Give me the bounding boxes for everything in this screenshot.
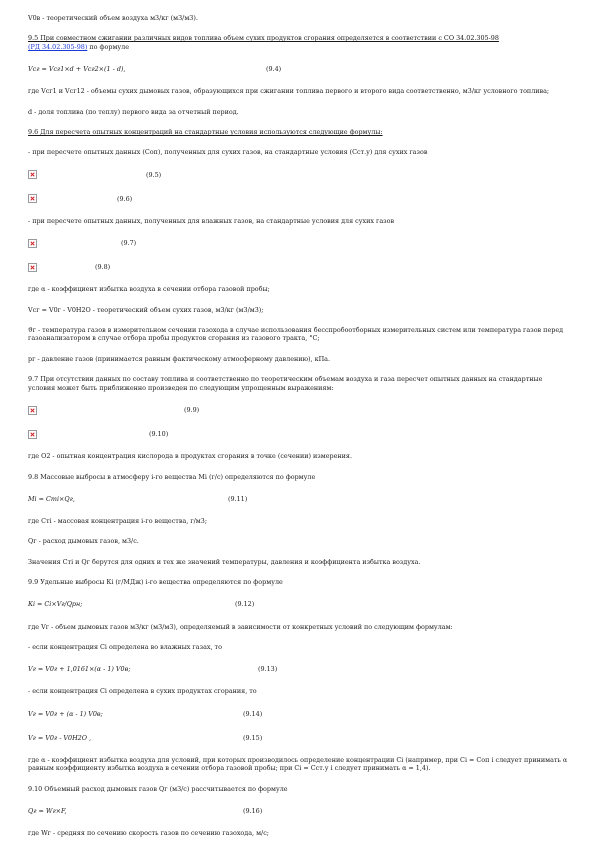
broken-image-icon xyxy=(28,194,37,203)
formula-text: Мi = Стi×Qг, xyxy=(28,494,75,503)
formula-number: (9.16) xyxy=(243,806,263,815)
text-line: Qг - расход дымовых газов, м3/с. xyxy=(28,537,139,546)
text-line: - если концентрация Сi определена в сухих продуктах сгорания, то xyxy=(28,687,257,696)
formula-number: (9.6) xyxy=(117,194,133,203)
formula-row xyxy=(28,261,568,273)
formula-number: (9.11) xyxy=(228,494,248,503)
broken-image-icon xyxy=(28,170,37,179)
text-line: - при пересчете опытных данных, полученных для влажных газов, на стандартные условия для сухих газов xyxy=(28,216,395,225)
formula-text: Vг = V0г + 1,0161×(α - 1) V0в; xyxy=(28,665,131,674)
formula-row xyxy=(28,663,568,675)
clause-9-9: 9.9 Удельные выбросы Кi (г/МДж) i-го вещества определяются по формуле xyxy=(28,578,283,587)
text-line: где Стi - массовая концентрация i-го вещества, г/м3; xyxy=(28,516,207,525)
formula-row xyxy=(28,493,568,505)
formula-number: (9.13) xyxy=(258,665,278,674)
formula-row xyxy=(28,237,568,249)
clause-9-5 xyxy=(28,34,568,42)
text-fragment: 9.5 При совместном сжигании различных видов топлива объем сухих продуктов сгорания определяется в соответствии с СО 34.02.305-98 xyxy=(28,34,499,43)
text-paragraph: где α - коэффициент избытка воздуха для условий, при которых производилось определение концентрации Сi (например, при Сi = Соп i следует принимать α равным коэффициенту избытка воздуха в сечении отбора газовой пробы; при Сi = Сст.у i следует принимать α = 1,4). xyxy=(28,755,568,773)
formula-number: (9.12) xyxy=(235,600,255,609)
formula-number: (9.8) xyxy=(95,263,111,272)
formula-number: (9.4) xyxy=(266,65,282,74)
formula-row xyxy=(28,732,568,744)
formula-number: (9.7) xyxy=(121,239,137,248)
text-paragraph: где Vсг1 и Vсг12 - объемы сухих дымовых газов, образующихся при сжигании топлива первого и второго вида соответственно, м3/кг условного топлива; xyxy=(28,87,550,96)
formula-text: Vг = V0г - V0Н2О , xyxy=(28,733,92,742)
text-line: Vсг = V0г - V0Н2О - теоретический объем сухих газов, м3/кг (м3/м3); xyxy=(28,305,264,314)
formula-text: Qг = Wг×F, xyxy=(28,806,67,815)
document-page xyxy=(28,14,568,837)
text-fragment: 9.6 Для пересчета опытных концентраций на стандартные условия используются следующие формулы: xyxy=(28,128,383,137)
formula-number: (9.10) xyxy=(149,429,169,438)
broken-image-icon xyxy=(28,406,37,415)
text-line: pг - давление газов (принимается равным фактическому атмосферному давлению), кПа. xyxy=(28,354,331,363)
formula-number: (9.9) xyxy=(184,405,200,414)
text-line: d - доля топлива (по теплу) первого вида за отчетный период. xyxy=(28,107,239,116)
text-line: где О2 - опытная концентрация кислорода в продуктах сгорания в точке (сечении) измерения. xyxy=(28,452,352,461)
formula-number: (9.5) xyxy=(146,170,162,179)
broken-image-icon xyxy=(28,263,37,272)
clause-9-6 xyxy=(28,128,568,136)
formula-text: Кi = Сi×Vг/Qрн; xyxy=(28,600,83,609)
text-line: - при пересчете опытных данных (Соп), полученных для сухих газов, на стандартные условия (Сст.у) для сухих газов xyxy=(28,148,428,157)
text-line xyxy=(28,43,568,51)
text-line: Значения Стi и Qг берутся для одних и тех же значений температуры, давления и коэффициента избытка воздуха. xyxy=(28,557,421,566)
text-line: где Wг - средняя по сечению скорость газов по сечению газохода, м/с; xyxy=(28,828,269,837)
formula-row xyxy=(28,805,568,817)
formula-row xyxy=(28,193,568,205)
formula-row xyxy=(28,708,568,720)
formula-row xyxy=(28,599,568,611)
broken-image-icon xyxy=(28,239,37,248)
reference-link-rd-34-02-305-98[interactable]: (РД 34.02.305-98) xyxy=(28,42,88,51)
formula-text: Vг = V0г + (α - 1) V0в; xyxy=(28,709,103,718)
clause-9-10: 9.10 Объемный расход дымовых газов Qг (м3/с) рассчитывается по формуле xyxy=(28,784,288,793)
text-line: - если концентрация Сi определена во влажных газах, то xyxy=(28,642,222,651)
formula-row xyxy=(28,404,568,416)
formula-text: Vсг = Vсг1×d + Vсг2×(1 - d), xyxy=(28,65,126,74)
formula-row xyxy=(28,428,568,440)
formula-row xyxy=(28,63,568,75)
formula-row xyxy=(28,169,568,181)
text-paragraph: ϑг - температура газов в измерительном сечении газохода в случае использования бесспробоотборных измерительных систем или температура газов перед газоанализатором в случае отбора пробы продуктов сгорания из газового тракта, °С; xyxy=(28,326,564,343)
text-line: где Vг - объем дымовых газов м3/кг (м3/м3), определяемый в зависимости от конкретных условий по следующим формулам: xyxy=(28,622,453,631)
text-line: V0в - теоретический объем воздуха м3/кг (м3/м3). xyxy=(28,14,198,22)
broken-image-icon xyxy=(28,430,37,439)
text-line: где α - коэффициент избытка воздуха в сечении отбора газовой пробы; xyxy=(28,285,270,294)
formula-number: (9.14) xyxy=(243,709,263,718)
clause-9-8: 9.8 Массовые выбросы в атмосферу i-го вещества Мi (г/с) определяются по формуле xyxy=(28,472,316,481)
text-fragment: по формуле xyxy=(87,42,130,51)
clause-9-7: 9.7 При отсутствии данных по составу топлива и соответственно по теоретическим объемам воздуха и газа пересчет опытных данных на стандартные условия может быть приближенно произведен по следующим упрощенным выражениям: xyxy=(28,375,543,392)
formula-number: (9.15) xyxy=(243,733,263,742)
